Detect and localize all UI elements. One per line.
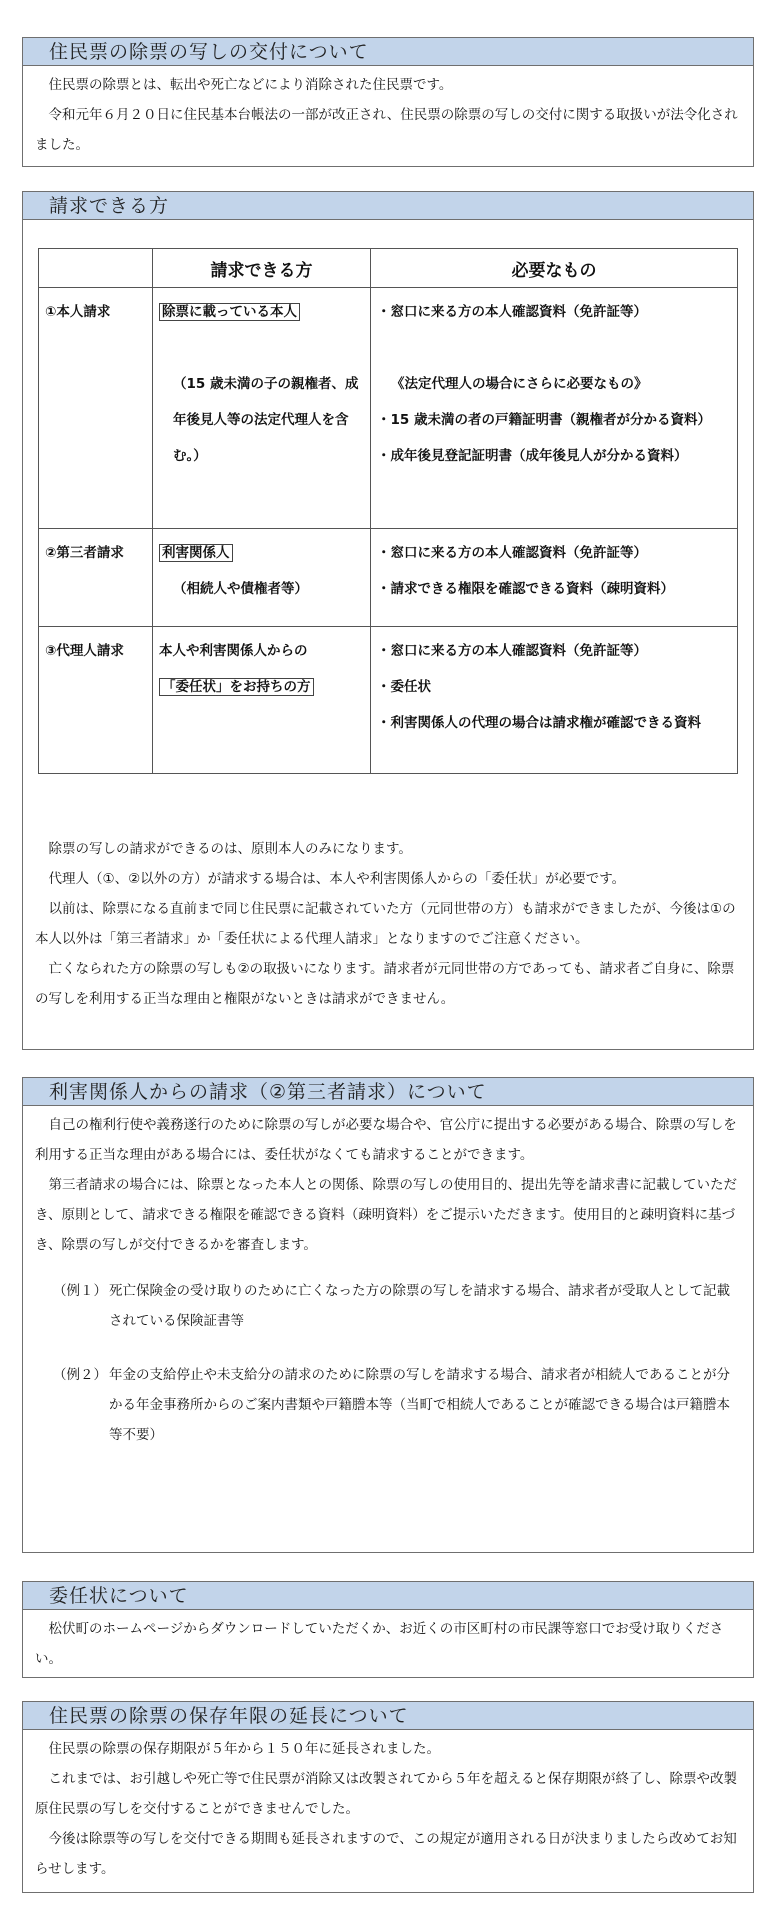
section-body	[23, 1730, 753, 1884]
required-item: ・利害関係人の代理の場合は請求権が確認できる資料	[377, 715, 701, 731]
required-item: ・窓口に来る方の本人確認資料（免許証等）	[377, 545, 647, 561]
example-item	[53, 1276, 753, 1336]
example-label: （例２）	[53, 1367, 107, 1383]
required-item: ・窓口に来る方の本人確認資料（免許証等）	[377, 643, 647, 659]
required-items-cell	[371, 288, 738, 529]
paragraph: 亡くなられた方の除票の写しも②の取扱いになります。請求者が元同世帯の方であっても、請求者ご自身に、除票の写しを利用する正当な理由と権限がないときは請求ができません。	[35, 961, 735, 1007]
requester-cell	[153, 627, 371, 774]
section-body	[23, 1106, 753, 1260]
paragraph: これまでは、お引越しや死亡等で住民票が消除又は改製されてから５年を超えると保存期限が終了し、除票や改製原住民票の写しを交付することができませんでした。	[35, 1771, 737, 1817]
required-item: ・請求できる権限を確認できる資料（疎明資料）	[377, 581, 674, 597]
paragraph: 除票の写しの請求ができるのは、原則本人のみになります。	[48, 841, 412, 857]
section-jyohyo-issuance	[22, 37, 754, 167]
section-retention-extension	[22, 1701, 754, 1893]
paragraph: 代理人（①、②以外の方）が請求する場合は、本人や利害関係人からの「委任状」が必要です。	[48, 871, 626, 887]
requester-table	[38, 248, 738, 774]
example-text: 死亡保険金の受け取りのために亡くなった方の除票の写しを請求する場合、請求者が受取人として記載されている保険証書等	[109, 1283, 730, 1329]
table-row	[39, 529, 738, 627]
table-row	[39, 288, 738, 529]
paragraph: 今後は除票等の写しを交付できる期間も延長されますので、この規定が適用される日が決まりましたら改めてお知らせします。	[35, 1831, 737, 1877]
required-items-cell	[371, 529, 738, 627]
section-body	[23, 66, 753, 160]
example-label: （例１）	[53, 1283, 107, 1299]
required-item-subheading: 《法定代理人の場合にさらに必要なもの》	[391, 376, 648, 392]
section-third-party-request	[22, 1077, 754, 1553]
requester-cell	[153, 529, 371, 627]
required-item: ・成年後見登記証明書（成年後見人が分かる資料）	[377, 448, 688, 464]
table-header-row	[39, 249, 738, 288]
requester-boxed: 利害関係人	[159, 544, 233, 562]
table-row	[39, 627, 738, 774]
request-type: ①本人請求	[39, 288, 153, 529]
section-power-of-attorney	[22, 1581, 754, 1678]
requester-note: （15 歳未満の子の親権者、成年後見人等の法定代理人を含む。）	[173, 376, 359, 464]
table-header-blank	[39, 249, 153, 288]
section-title: 利害関係人からの請求（②第三者請求）について	[23, 1078, 753, 1106]
section-title: 請求できる方	[23, 192, 753, 220]
paragraph: 以前は、除票になる直前まで同じ住民票に記載されていた方（元同世帯の方）も請求ができましたが、今後は①の本人以外は「第三者請求」か「委任状による代理人請求」となりますのでご注意ください。	[35, 901, 736, 947]
table-header-required: 必要なもの	[371, 249, 738, 288]
requester-note: （相続人や債権者等）	[173, 581, 308, 597]
section-title: 住民票の除票の保存年限の延長について	[23, 1702, 753, 1730]
paragraph: 住民票の除票とは、転出や死亡などにより消除された住民票です。	[48, 77, 453, 93]
requester-boxed: 「委任状」をお持ちの方	[159, 678, 314, 696]
table-header-who: 請求できる方	[153, 249, 371, 288]
request-type: ③代理人請求	[39, 627, 153, 774]
paragraph: 第三者請求の場合には、除票となった本人との関係、除票の写しの使用目的、提出先等を請求書に記載していただき、原則として、請求できる権限を確認できる資料（疎明資料）をご提示いただきます。使用目的と疎明資料に基づき、除票の写しが交付できるかを審査します。	[35, 1177, 737, 1253]
paragraph: 令和元年６月２０日に住民基本台帳法の一部が改正され、住民票の除票の写しの交付に関する取扱いが法令化されました。	[35, 107, 738, 153]
section-title: 住民票の除票の写しの交付について	[23, 38, 753, 66]
section-body	[23, 1610, 753, 1674]
required-item: ・窓口に来る方の本人確認資料（免許証等）	[377, 304, 647, 320]
requester-note: 本人や利害関係人からの	[159, 643, 308, 659]
section-eligible-requesters	[22, 191, 754, 1050]
paragraph: 松伏町のホームページからダウンロードしていただくか、お近くの市区町村の市民課等窓口でお受け取りください。	[35, 1621, 724, 1667]
requester-cell	[153, 288, 371, 529]
paragraph: 住民票の除票の保存期限が５年から１５０年に延長されました。	[48, 1741, 440, 1757]
required-item: ・15 歳未満の者の戸籍証明書（親権者が分かる資料）	[377, 412, 711, 428]
required-items-cell	[371, 627, 738, 774]
required-item: ・委任状	[377, 679, 431, 695]
request-type: ②第三者請求	[39, 529, 153, 627]
example-item	[53, 1360, 753, 1450]
section-title: 委任状について	[23, 1582, 753, 1610]
paragraph: 自己の権利行使や義務遂行のために除票の写しが必要な場合や、官公庁に提出する必要がある場合、除票の写しを利用する正当な理由がある場合には、委任状がなくても請求することができます。	[35, 1117, 737, 1163]
section-body	[23, 830, 753, 1014]
requester-boxed: 除票に載っている本人	[159, 303, 300, 321]
example-text: 年金の支給停止や未支給分の請求のために除票の写しを請求する場合、請求者が相続人であることが分かる年金事務所からのご案内書類や戸籍謄本等（当町で相続人であることが確認できる場合は戸籍謄本等不要）	[109, 1367, 730, 1443]
